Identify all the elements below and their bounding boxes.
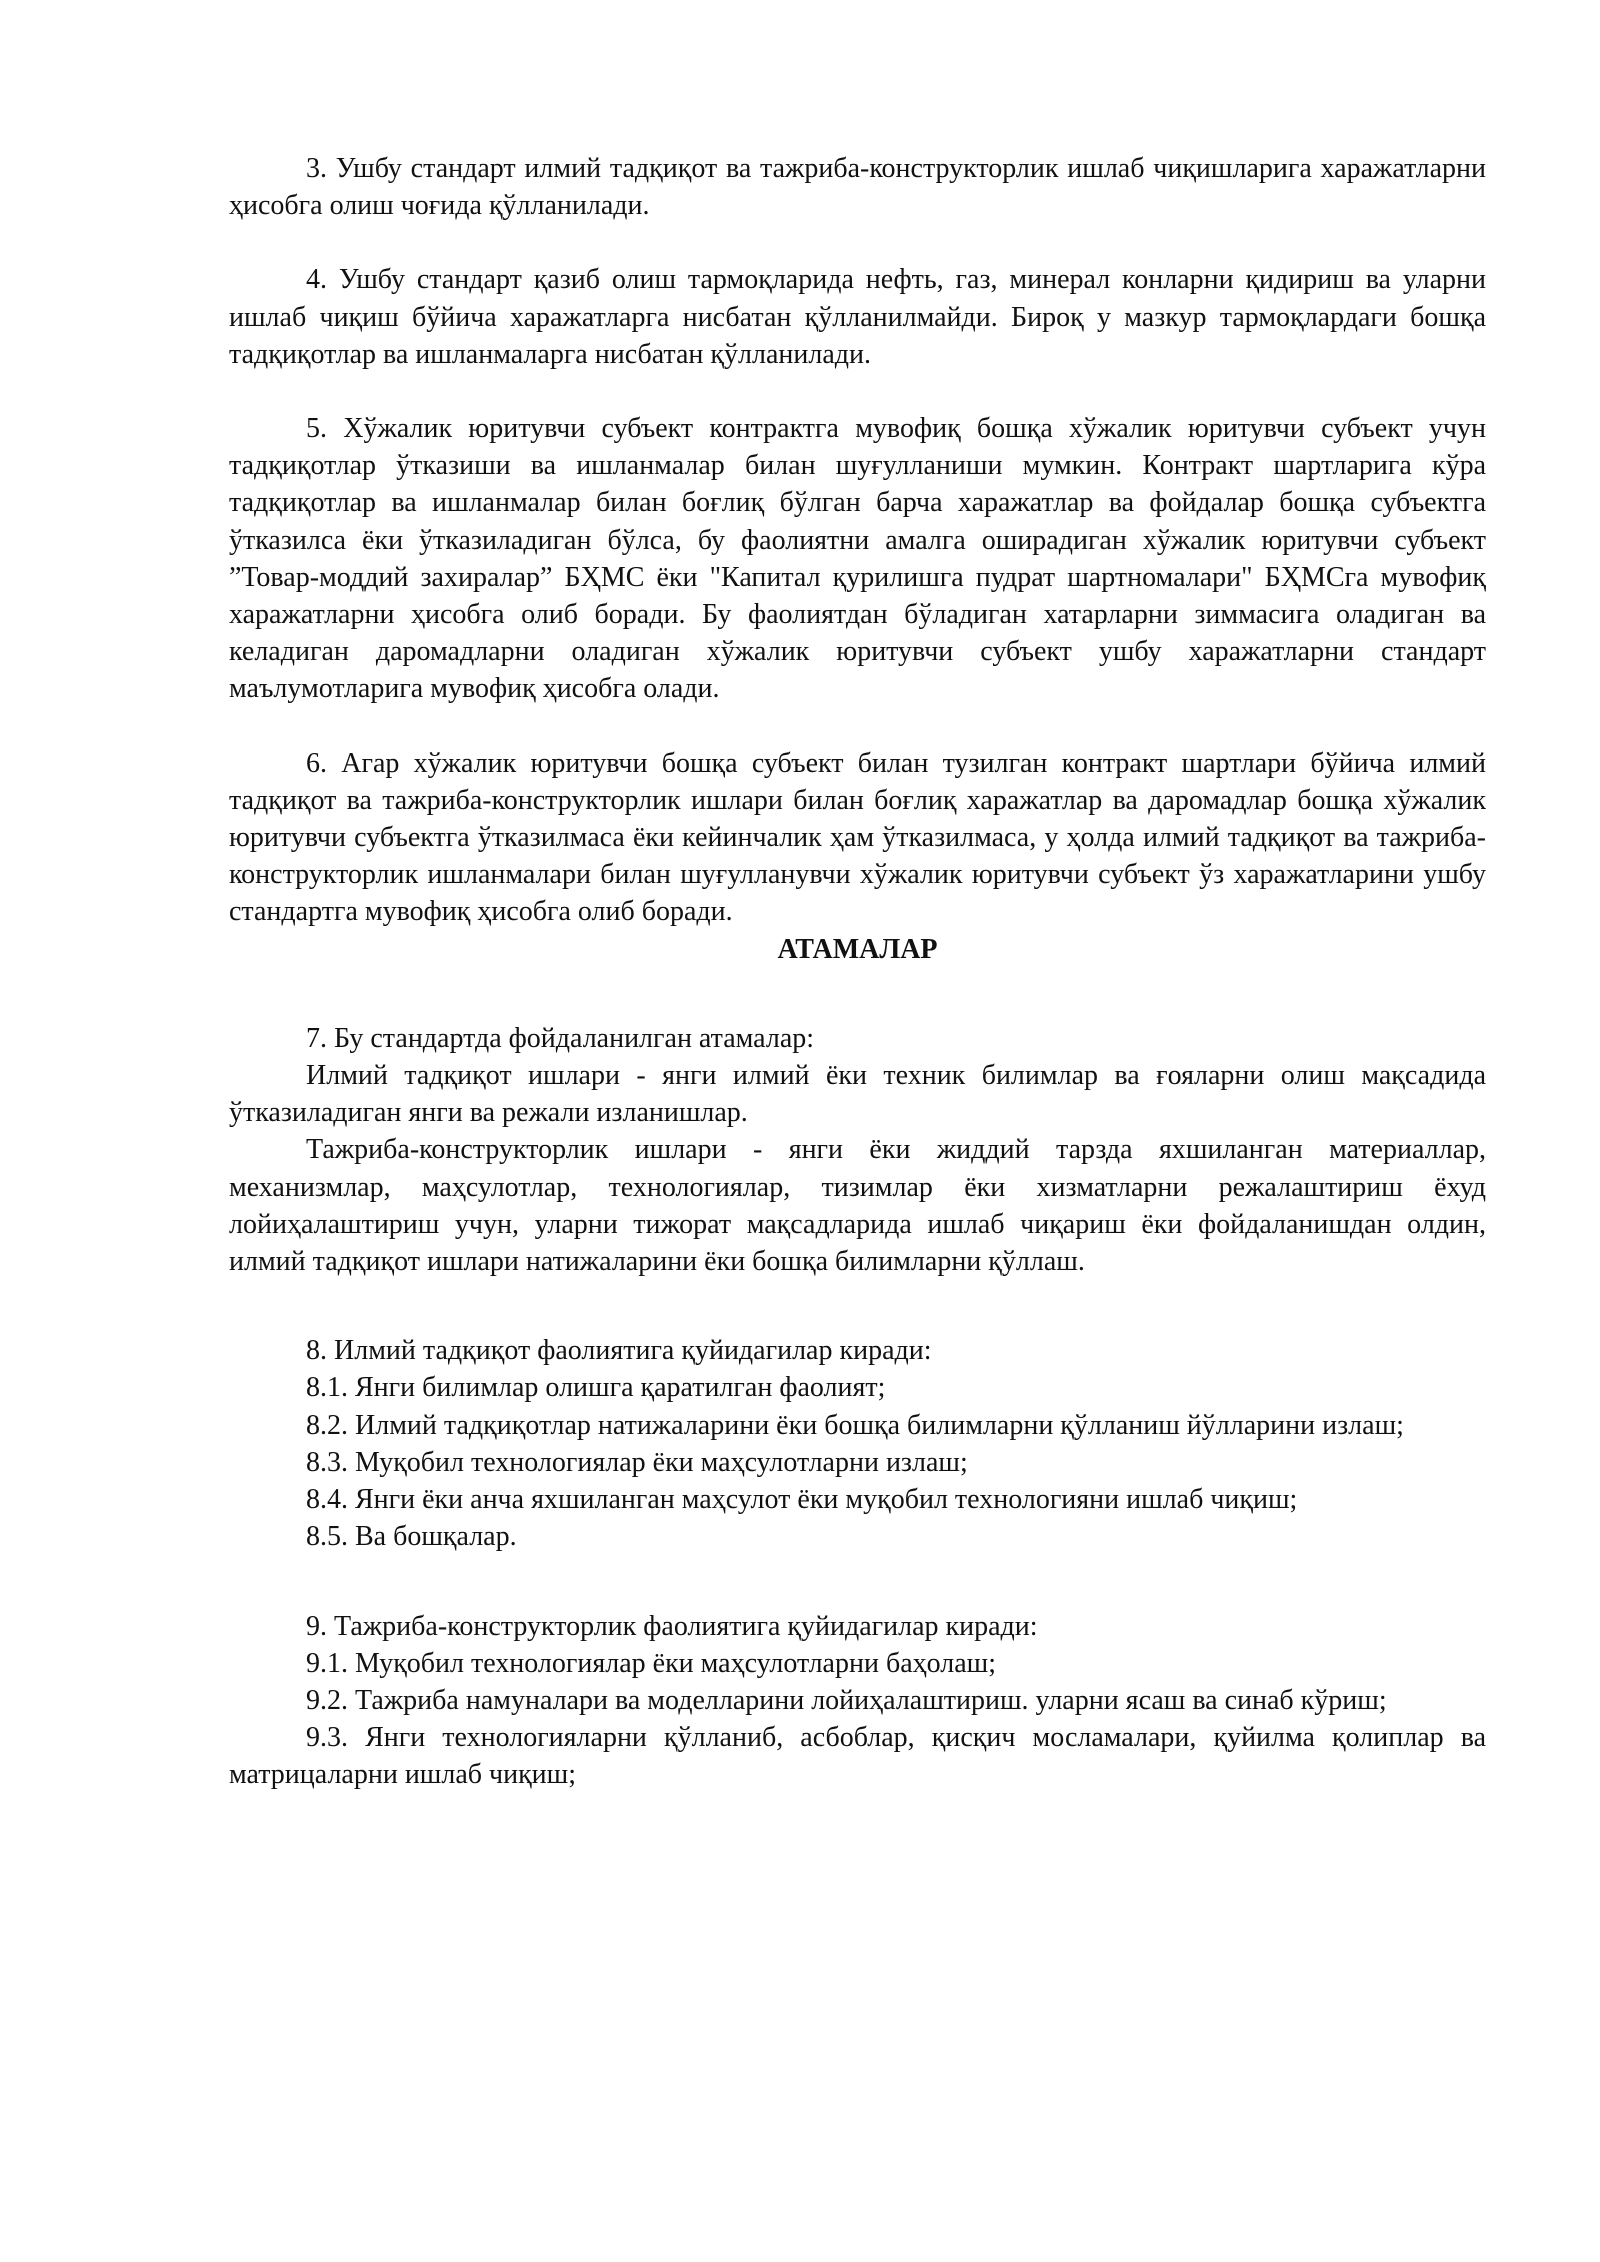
list-item: 8.2. Илмий тадқиқотлар натижаларини ёки бошқа билимларни қўлланиш йўлларини излаш; (306, 1409, 1404, 1441)
paragraph-6: 6. Агар хўжалик юритувчи бошқа субъект билан тузилган контракт шартлари бўйича илмий тадқиқот ва тажриба-конструкторлик ишлари билан боғлиқ харажатлар ва даромадлар бошқа хўжалик юритувчи субъектга ўтказилмаса ёки кейинчалик ҳам ўтказилмаса, у ҳолда илмий тадқиқот ва тажриба-конструкторлик ишланмалари билан шуғулланувчи хўжалик юритувчи субъект ўз харажатларини ушбу стандартга мувофиқ ҳисобга олиб боради. (229, 747, 1486, 928)
list-item: 9.1. Муқобил технологиялар ёки маҳсулотларни баҳолаш; (306, 1647, 996, 1679)
term-research-definition: Илмий тадқиқот ишлари - янги илмий ёки техник билимлар ва ғояларни олиш мақсадида ўтказиладиган янги ва режали изланишлар. (229, 1060, 1486, 1129)
list-item: 8.1. Янги билимлар олишга қаратилган фаолият; (306, 1372, 886, 1404)
list-item: 9.3. Янги технологияларни қўлланиб, асбоблар, қисқич мосламалари, қуйилма қолиплар ва матрицаларни ишлаб чиқиш; (229, 1722, 1486, 1791)
research-list (229, 1332, 1486, 1555)
section-heading: АТАМАЛАР (777, 933, 938, 965)
paragraph-5: 5. Хўжалик юритувчи субъект контрактга мувофиқ бошқа хўжалик юритувчи субъект учун тадқиқотлар ўтказиши ва ишланмалар билан шуғулланиши мумкин. Контракт шартларига кўра тадқиқотлар ва ишланмалар билан боғлиқ бўлган барча харажатлар ва фойдалар бошқа субъектга ўтказилса ёки ўтказиладиган бўлса, бу фаолиятни амалга оширадиган хўжалик юритувчи субъект ”Товар-моддий захиралар” БҲМС ёки "Капитал қурилишга пудрат шартномалари" БҲМСга мувофиқ харажатларни ҳисобга олиб боради. Бу фаолиятдан бўладиган хатарларни зиммасига оладиган ва келадиган даромадларни оладиган хўжалик юритувчи субъект ушбу харажатларни стандарт маълумотларига мувофиқ ҳисобга олади. (229, 413, 1486, 705)
term-development-definition: Тажриба-конструкторлик ишлари - янги ёки жиддий тарзда яхшиланган материаллар, механизмлар, маҳсулотлар, технологиялар, тизимлар ёки хизматларни режалаштириш ёхуд лойиҳалаштириш учун, уларни тижорат мақсадларида ишлаб чиқариш ёки фойдаланишдан олдин, илмий тадқиқот ишлари натижаларини ёки бошқа билимларни қўллаш. (229, 1134, 1486, 1278)
list-item: 8.5. Ва бошқалар. (306, 1521, 517, 1553)
paragraph-3: 3. Ушбу стандарт илмий тадқиқот ва тажриба-конструкторлик ишлаб чиқишларига харажатларни ҳисобга олиш чоғида қўлланилади. (229, 153, 1486, 222)
terms-intro: 7. Бу стандартда фойдаланилган атамалар: (306, 1022, 815, 1054)
list-item: 8.3. Муқобил технологиялар ёки маҳсулотларни излаш; (306, 1446, 968, 1478)
development-list (229, 1608, 1486, 1794)
list-item: 9.2. Тажриба намуналари ва моделларини лойиҳалаштириш. уларни ясаш ва синаб кўриш; (306, 1684, 1387, 1716)
list-item: 9. Тажриба-конструкторлик фаолиятига қуйидагилар киради: (306, 1610, 1038, 1642)
list-item: 8.4. Янги ёки анча яхшиланган маҳсулот ёки муқобил технологияни ишлаб чиқиш; (306, 1484, 1298, 1516)
list-item: 8. Илмий тадқиқот фаолиятига қуйидагилар киради: (306, 1335, 932, 1367)
terms-block (229, 1020, 1486, 1280)
paragraph-4: 4. Ушбу стандарт қазиб олиш тармоқларида нефть, газ, минерал конларни қидириш ва уларни ишлаб чиқиш бўйича харажатларга нисбатан қўлланилмайди. Бироқ у мазкур тармоқлардаги бошқа тадқиқотлар ва ишланмаларга нисбатан қўлланилади. (229, 264, 1486, 370)
